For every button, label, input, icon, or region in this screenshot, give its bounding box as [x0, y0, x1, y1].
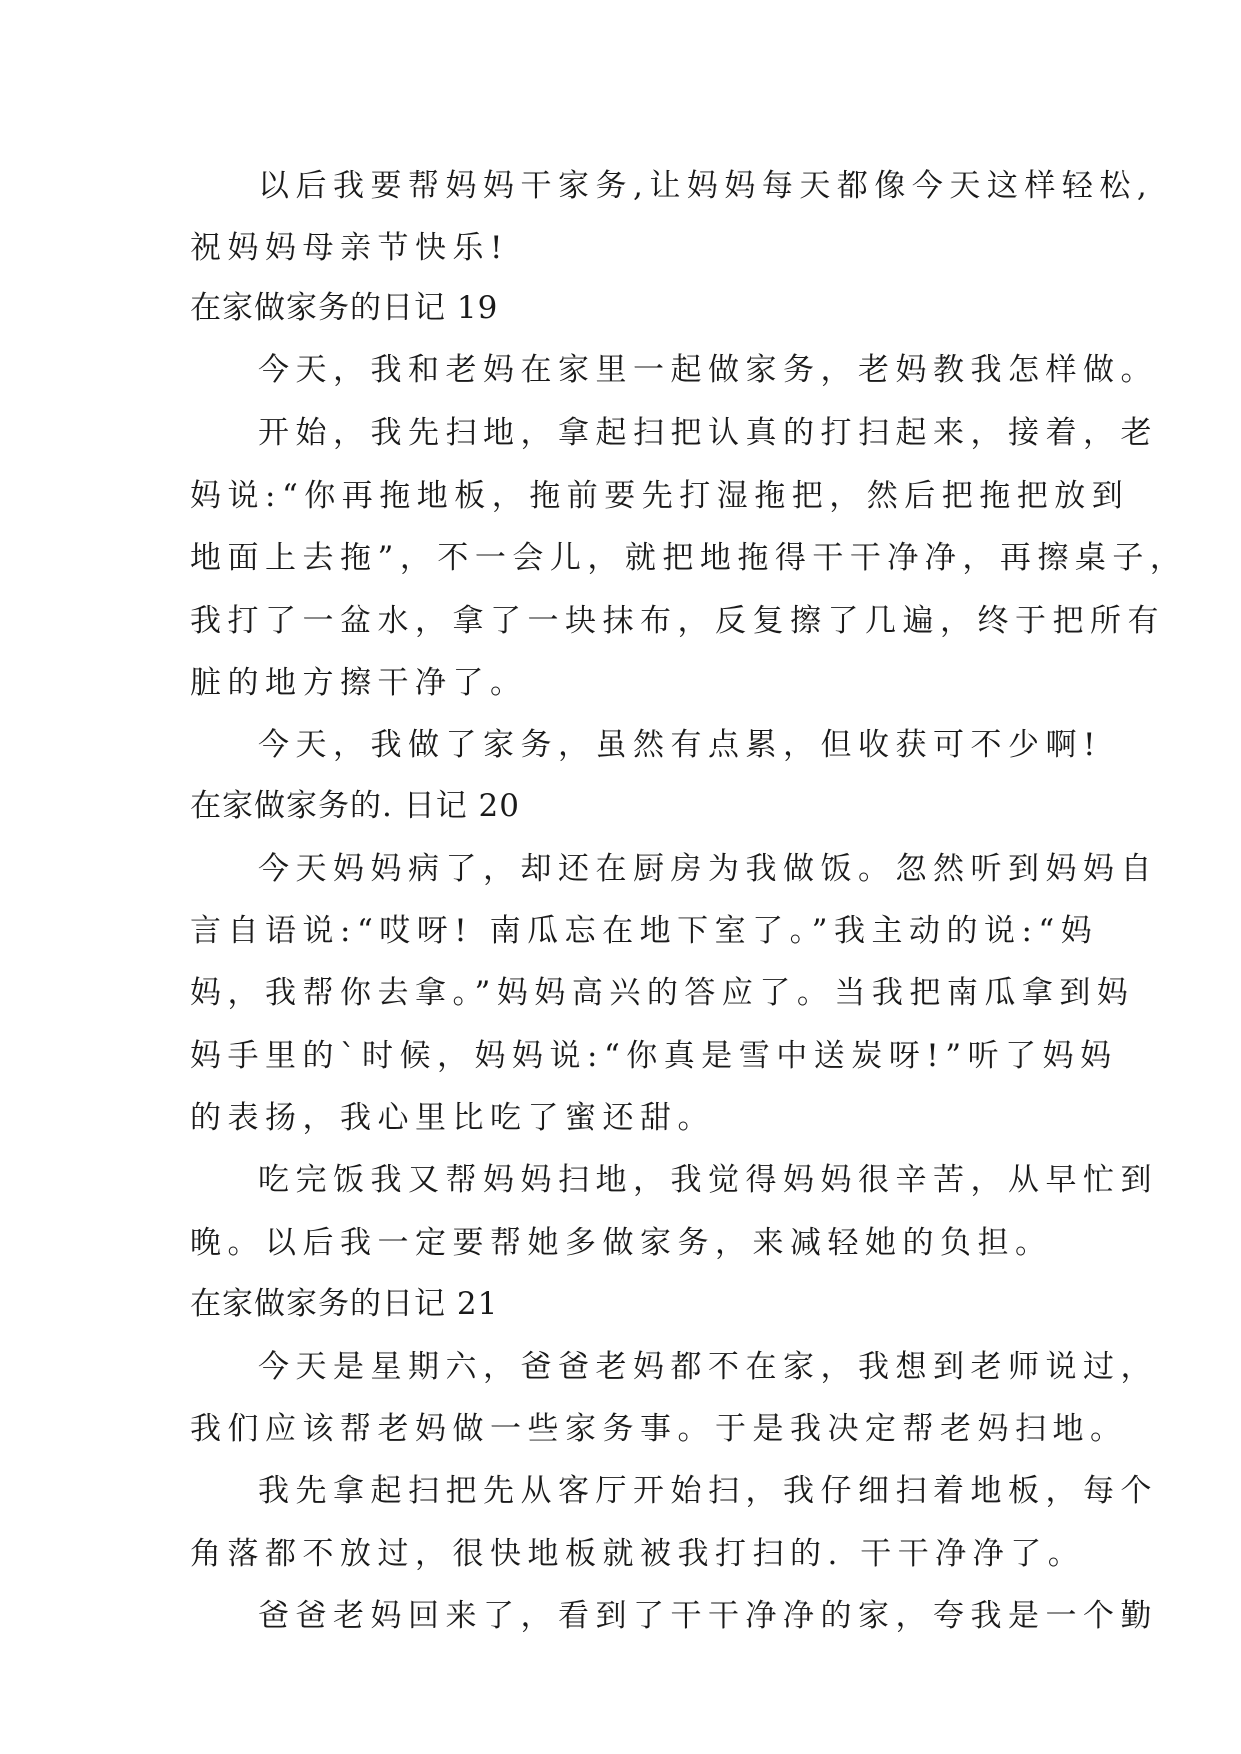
diary-heading: 在家做家务的. 日记 20	[190, 788, 521, 824]
paragraph-line: 脏的地方擦干净了。	[190, 665, 528, 701]
paragraph-line: 今天，我做了家务，虽然有点累，但收获可不少啊!	[258, 727, 1102, 763]
paragraph-line: 今天妈妈病了，却还在厨房为我做饭。忽然听到妈妈自	[258, 851, 1158, 887]
paragraph-line: 爸爸老妈回来了，看到了干干净净的家，夸我是一个勤	[258, 1598, 1158, 1634]
diary-heading: 在家做家务的日记 19	[190, 290, 499, 326]
paragraph-line: 开始，我先扫地，拿起扫把认真的打扫起来，接着，老	[258, 415, 1158, 451]
paragraph-line: 今天是星期六，爸爸老妈都不在家，我想到老师说过，	[258, 1349, 1158, 1385]
paragraph-line: 今天，我和老妈在家里一起做家务，老妈教我怎样做。	[258, 352, 1158, 388]
paragraph-line: 言自语说:“哎呀! 南瓜忘在地下室了。”我主动的说:“妈	[190, 913, 1099, 949]
paragraph-line: 吃完饭我又帮妈妈扫地，我觉得妈妈很辛苦，从早忙到	[258, 1162, 1158, 1198]
paragraph-line: 地面上去拖”，不一会儿，就把地拖得干干净净，再擦桌子，	[190, 540, 1188, 576]
paragraph-line: 角落都不放过，很快地板就被我打扫的. 干干净净了。	[190, 1536, 1086, 1572]
paragraph-line: 的表扬，我心里比吃了蜜还甜。	[190, 1100, 715, 1136]
diary-heading: 在家做家务的日记 21	[190, 1286, 499, 1322]
paragraph-line: 祝妈妈母亲节快乐!	[190, 230, 509, 266]
paragraph-line: 我先拿起扫把先从客厅开始扫，我仔细扫着地板，每个	[258, 1473, 1158, 1509]
paragraph-line: 晚。以后我一定要帮她多做家务，来减轻她的负担。	[190, 1225, 1053, 1261]
paragraph-line: 妈手里的`时候，妈妈说:“你真是雪中送炭呀!”听了妈妈	[190, 1038, 1118, 1074]
paragraph-line: 以后我要帮妈妈干家务,让妈妈每天都像今天这样轻松,	[258, 168, 1154, 204]
paragraph-line: 妈，我帮你去拿。”妈妈高兴的答应了。当我把南瓜拿到妈	[190, 975, 1135, 1011]
paragraph-line: 我们应该帮老妈做一些家务事。于是我决定帮老妈扫地。	[190, 1411, 1128, 1447]
paragraph-line: 我打了一盆水，拿了一块抹布，反复擦了几遍，终于把所有	[190, 603, 1165, 639]
paragraph-line: 妈说:“你再拖地板，拖前要先打湿拖把，然后把拖把放到	[190, 478, 1130, 514]
